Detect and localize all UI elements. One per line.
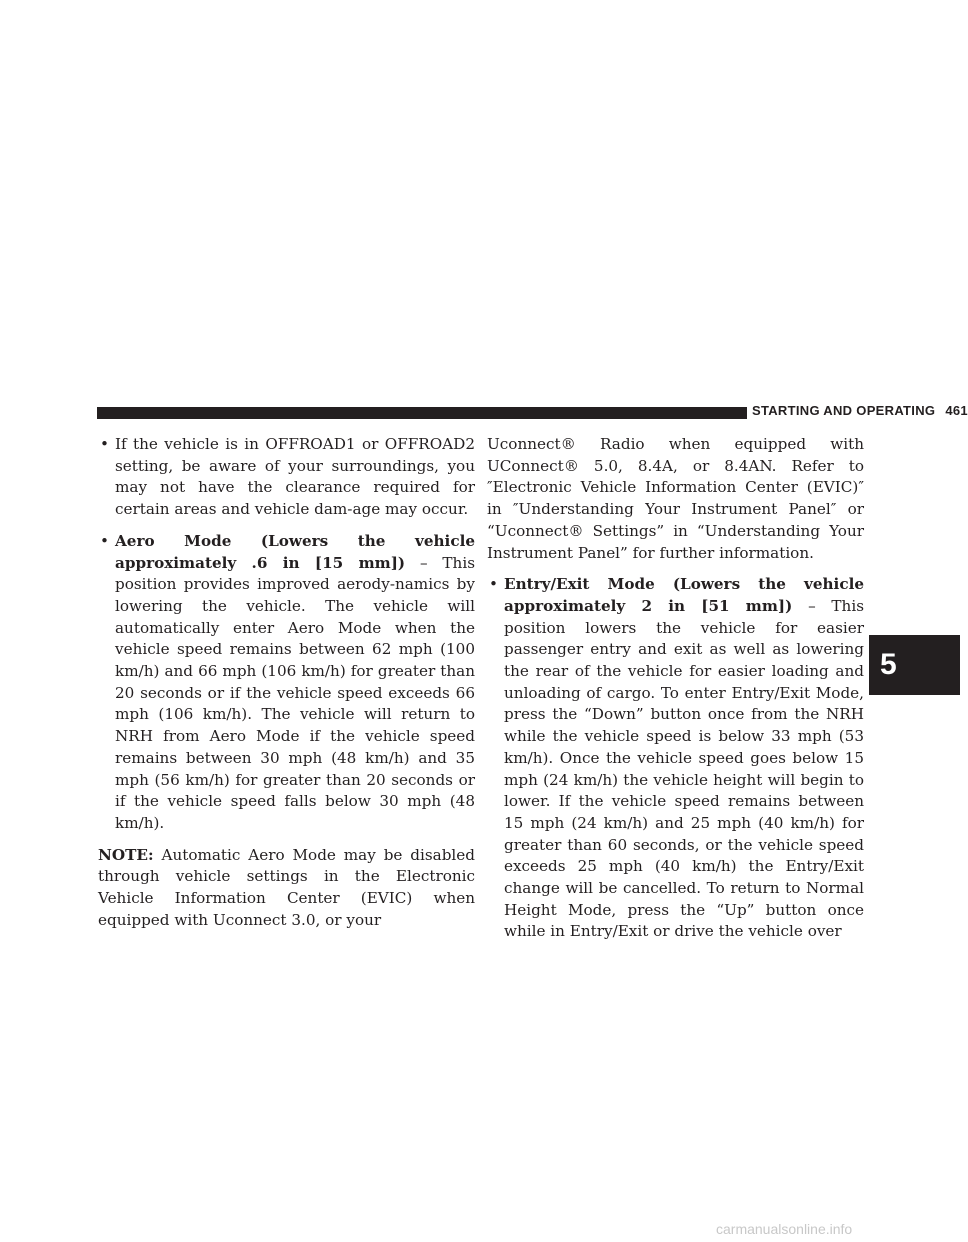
chapter-tab: 5 bbox=[869, 635, 960, 695]
section-title: STARTING AND OPERATING bbox=[752, 403, 936, 418]
bullet-icon: • bbox=[489, 575, 498, 594]
note-continued-paragraph: Uconnect® Radio when equipped with UConnect® 5.0, 8.4A, or 8.4AN. Refer to ″Electronic Vehicle Information Center (EVIC)″ in ″Understanding Your Instrument Panel″ or “Uconnect® Settings” in “Understanding Your Instrument Panel” for further information. bbox=[487, 435, 864, 562]
running-header bbox=[752, 403, 968, 418]
left-column bbox=[98, 434, 475, 941]
page-number: 461 bbox=[945, 403, 968, 418]
note-label: NOTE: bbox=[98, 845, 154, 864]
aero-mode-text: – This position provides improved aerody-namics by lowering the vehicle. The vehicle will automatically enter Aero Mode when the vehicle speed remains between 62 mph (100 km/h) and 66 mph (106 km/h) for greater than 20 seconds or if the vehicle speed exceeds 66 mph (106 km/h). The vehicle will return to NRH from Aero Mode if the vehicle speed remains between 30 mph (48 km/h) and 35 mph (56 km/h) for greater than 20 seconds or if the vehicle speed falls below 30 mph (48 km/h). bbox=[115, 553, 475, 832]
header-rule bbox=[97, 407, 747, 419]
bullet-icon: • bbox=[100, 435, 109, 453]
bullet-aero-mode bbox=[98, 531, 475, 835]
bullet-text: If the vehicle is in OFFROAD1 or OFFROAD2 setting, be aware of your surroundings, you may not have the clearance required for certain areas and vehicle dam-age may occur. bbox=[115, 435, 475, 519]
aero-mode-heading: Aero Mode (Lowers the vehicle approximately .6 in [15 mm]) bbox=[115, 531, 475, 572]
note-text: Automatic Aero Mode may be disabled through vehicle settings in the Electronic Vehicle Information Center (EVIC) when equipped with Uconnect 3.0, or your bbox=[98, 845, 475, 929]
watermark: carmanualsonline.info bbox=[716, 1221, 853, 1237]
note-paragraph bbox=[98, 845, 475, 932]
right-column bbox=[487, 434, 864, 953]
bullet-icon: • bbox=[100, 531, 109, 550]
bullet-offroad-warning bbox=[98, 434, 475, 521]
entry-exit-heading: Entry/Exit Mode (Lowers the vehicle approximately 2 in [51 mm]) bbox=[504, 575, 864, 615]
bullet-entry-exit-mode bbox=[487, 574, 864, 943]
entry-exit-text: – This position lowers the vehicle for easier passenger entry and exit as well as lowering the rear of the vehicle for easier loading and unloading of cargo. To enter Entry/Exit Mode, press the “Down” button once from the NRH while the vehicle speed is below 33 mph (53 km/h). Once the vehicle speed goes below 15 mph (24 km/h) the vehicle height will begin to lower. If the vehicle speed remains between 15 mph (24 km/h) and 25 mph (40 km/h) for greater than 60 seconds, or the vehicle speed exceeds 25 mph (40 km/h) the Entry/Exit change will be cancelled. To return to Normal Height Mode, press the “Up” button once while in Entry/Exit or drive the vehicle over bbox=[504, 596, 864, 941]
